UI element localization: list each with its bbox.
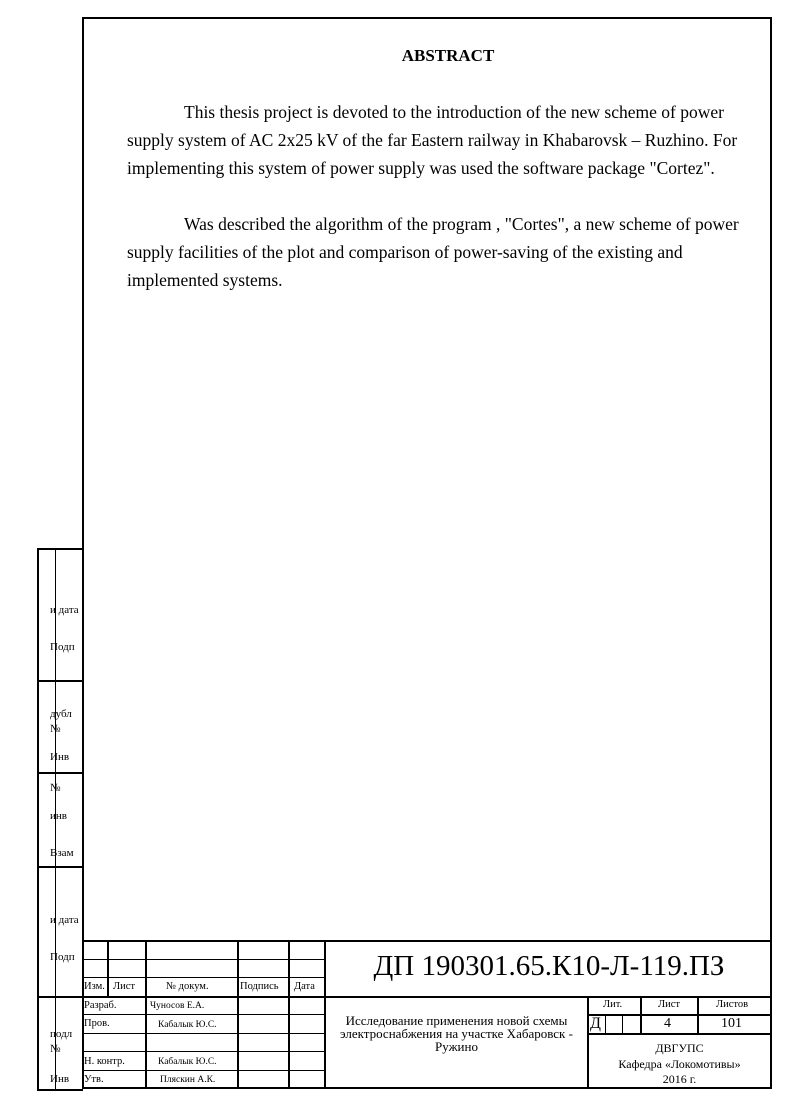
abstract-paragraph-1: This thesis project is devoted to the introduction of the new scheme of power supply system of AC 2x25 kV of the far Eastern railway in Khabarovsk – Ruzhino. For implementing this system of power supply was used the software package "Cortez". [127, 102, 738, 178]
lit-label: Лит. [603, 999, 623, 1010]
header-list: Лист [113, 981, 135, 992]
header-izm: Изм. [84, 981, 105, 992]
side-label-sign-2: Подп [50, 951, 75, 963]
abstract-paragraph-2: Was described the algorithm of the program , "Cortes", a new scheme of power supply facilities of the plot and comparison of power-saving of the existing and implemented systems. [127, 214, 739, 290]
name-approved: Пляскин А.К. [160, 1075, 216, 1085]
side-label-podl: подл [50, 1028, 73, 1040]
org-department: Кафедра «Локомотивы» [618, 1057, 741, 1071]
sheet-label: Лист [658, 999, 680, 1010]
document-year: 2016 г. [662, 1072, 697, 1086]
name-checker: Кабалык Ю.С. [158, 1020, 217, 1030]
header-doc-no: № докум. [166, 981, 209, 992]
side-label-inv-2: инв [50, 810, 67, 822]
side-label-sign-1: Подп [50, 641, 75, 653]
role-checker: Пров. [84, 1018, 110, 1029]
header-date: Дата [294, 981, 315, 992]
side-label-inv-3: Инв [50, 1073, 70, 1085]
lit-value: Д [590, 1015, 601, 1032]
side-label-no-1: № [50, 723, 61, 735]
header-signature: Подпись [240, 981, 279, 992]
page-title: ABSTRACT [401, 46, 495, 65]
side-label-sign-date-1: и дата [50, 604, 79, 616]
org-name: ДВГУПС [655, 1041, 704, 1055]
sheets-label: Листов [716, 999, 749, 1010]
side-label-no-3: № [50, 1043, 61, 1055]
role-norm-control: Н. контр. [84, 1056, 125, 1067]
sheets-value: 101 [721, 1016, 742, 1031]
role-developer: Разраб. [84, 1000, 117, 1011]
sheet-value: 4 [664, 1016, 671, 1031]
side-label-dubl: дубл [50, 708, 72, 720]
side-label-sign-date-2: и дата [50, 914, 79, 926]
role-approved: Утв. [84, 1074, 104, 1085]
name-norm-control: Кабалык Ю.С. [158, 1057, 217, 1067]
side-label-no-2: № [50, 782, 61, 794]
side-label-inv-1: Инв [50, 751, 70, 763]
name-developer: Чуносов Е.А. [150, 1001, 205, 1011]
document-subject: Исследование применения новой схемы электроснабжения на участке Хабаровск - Ружино [340, 1013, 573, 1054]
document-code: ДП 190301.65.К10-Л-119.ПЗ [373, 950, 725, 982]
side-label-vzam: Взам [50, 847, 74, 859]
